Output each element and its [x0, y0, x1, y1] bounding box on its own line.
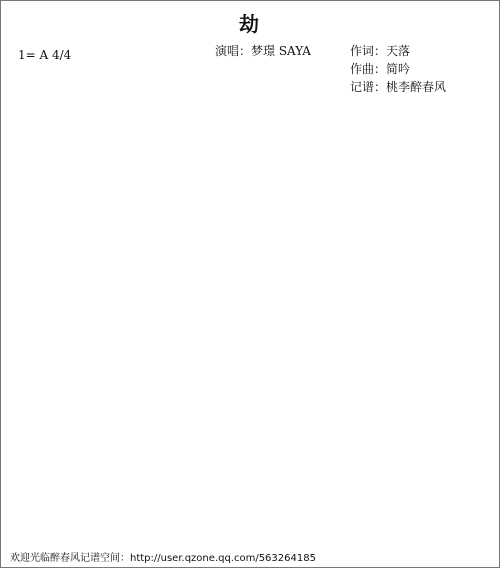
score-row [6, 344, 494, 380]
score-row [6, 380, 494, 416]
lyricist-credit: 作词：天落 [350, 44, 411, 58]
song-title: 劫 [239, 12, 261, 36]
score-row [6, 128, 494, 164]
score-row [6, 272, 494, 308]
score-row [6, 236, 494, 272]
score-row [6, 92, 494, 128]
score-row [6, 164, 494, 200]
score-row [6, 200, 494, 236]
credits-block [350, 42, 446, 96]
score-row [6, 488, 494, 524]
score-row [6, 452, 494, 488]
score-row [6, 308, 494, 344]
footer-note: 欢迎光临醉春风记谱空间：http://user.qzone.qq.com/563264185 [10, 553, 316, 564]
score [6, 92, 494, 524]
score-row [6, 416, 494, 452]
singer-credit: 演唱：梦璟 SAYA [215, 44, 311, 58]
transcriber-credit: 记谱：桃李醉春风 [350, 80, 447, 94]
key-signature: 1= A 4/4 [18, 48, 72, 62]
composer-credit: 作曲：简吟 [350, 62, 411, 76]
